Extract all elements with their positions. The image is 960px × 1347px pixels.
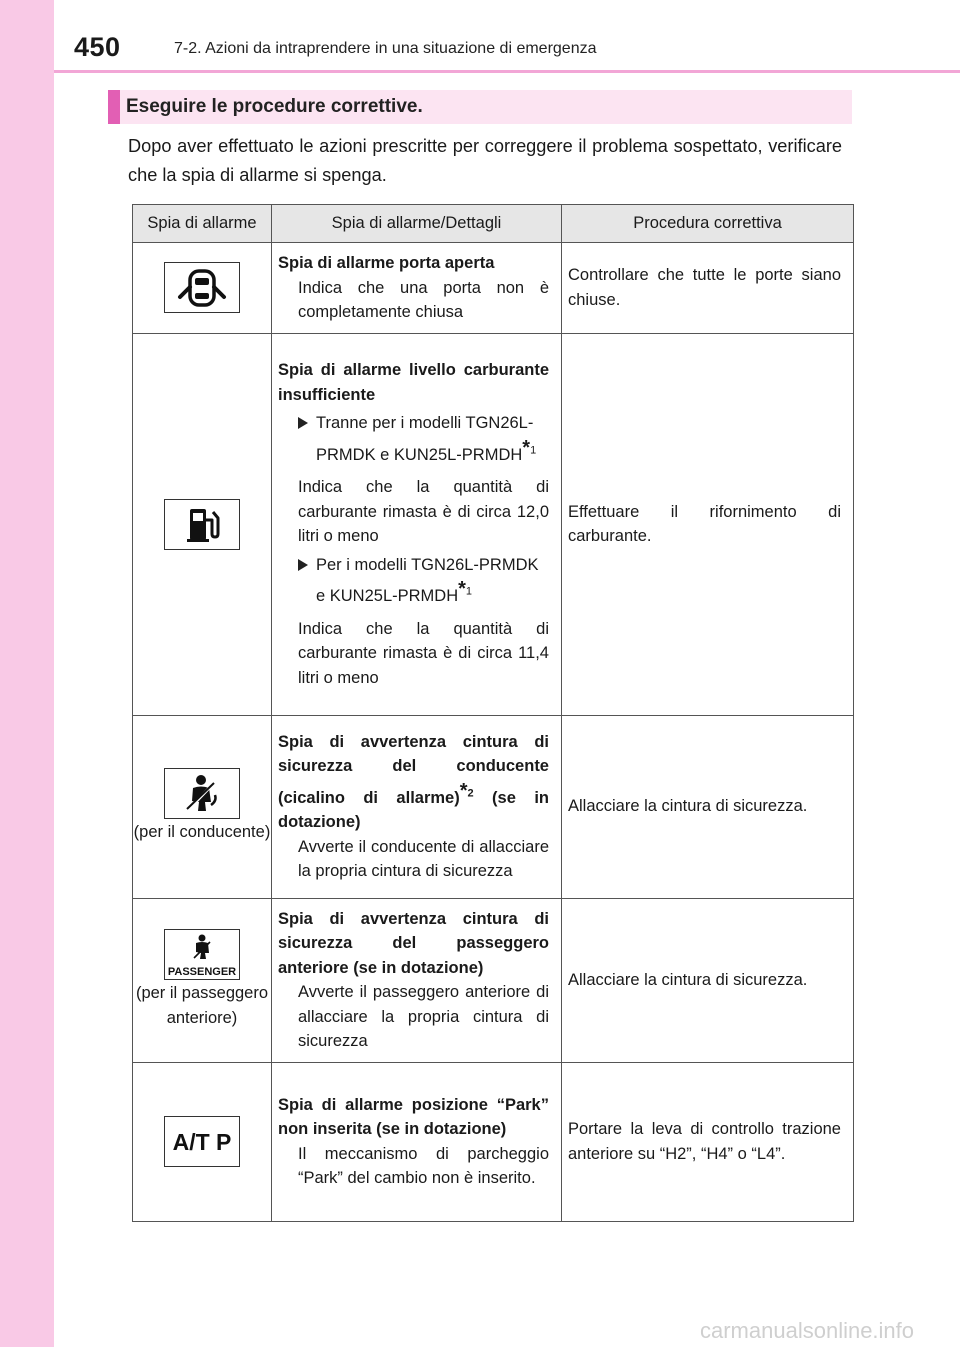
column-header: Procedura correttiva: [562, 205, 854, 243]
procedure-cell: Effettuare il rifornimento di carburante.: [562, 333, 854, 715]
warning-title: Spia di allarme livello carburante insufficiente: [278, 361, 549, 404]
door-open-icon: [164, 262, 240, 313]
footnote-ref: 2: [467, 787, 474, 799]
procedure-cell: Controllare che tutte le porte siano chiuse.: [562, 243, 854, 334]
warning-title: Spia di avvertenza cintura di sicurezza del passeggero anteriore (se in dotazione): [278, 909, 549, 977]
table-header-row: [133, 205, 854, 243]
warning-title: Spia di allarme posizione “Park” non inserita (se in dotazione): [278, 1095, 549, 1138]
detail-cell: [272, 898, 562, 1062]
procedure-cell: Portare la leva di controllo trazione anteriore su “H2”, “H4” o “L4”.: [562, 1062, 854, 1221]
icon-cell: [133, 1062, 272, 1221]
procedure-cell: Allacciare la cintura di sicurezza.: [562, 898, 854, 1062]
bullet-triangle-icon: [298, 417, 308, 429]
icon-cell: [133, 243, 272, 334]
warning-detail: Indica che una porta non è completamente chiusa: [298, 278, 549, 321]
table-row: [133, 333, 854, 715]
fuel-pump-icon: [164, 499, 240, 550]
seatbelt-icon: [164, 768, 240, 819]
table-row: [133, 715, 854, 898]
column-header: Spia di allarme/Dettagli: [272, 205, 562, 243]
footer-watermark: carmanualsonline.info: [700, 1318, 915, 1343]
table-row: [133, 898, 854, 1062]
footnote-star: *: [459, 779, 468, 802]
footnote-ref: 1: [465, 585, 473, 598]
detail-cell: [272, 715, 562, 898]
footnote-star: *: [458, 578, 466, 600]
model-condition: Per i modelli TGN26L-PRMDK e KUN25L-PRMDH*$^1$: [278, 553, 549, 609]
table-row: [133, 243, 854, 334]
footnote-ref: 1: [530, 444, 537, 456]
warning-detail: Il meccanismo di parcheggio “Park” del cambio non è inserito.: [298, 1144, 549, 1187]
at-p-label: A/T P: [172, 1129, 232, 1155]
section-accent: [108, 90, 120, 124]
icon-cell: [133, 333, 272, 715]
column-header: Spia di allarme: [133, 205, 272, 243]
warning-title: Spia di avvertenza cintura di sicurezza del conducente (cicalino di allarme)*$^2$ (se in dotazione): [278, 732, 549, 831]
header-divider: [54, 70, 960, 73]
passenger-seatbelt-icon: [164, 929, 240, 980]
icon-caption: (per il conducente): [133, 823, 271, 841]
chapter-title: 7-2. Azioni da intraprendere in una situazione di emergenza: [174, 40, 597, 57]
model-condition: Tranne per i modelli TGN26L-PRMDK e KUN25L-PRMDH*$^1$: [278, 411, 549, 467]
procedure-cell: Allacciare la cintura di sicurezza.: [562, 715, 854, 898]
intro-paragraph: Dopo aver effettuato le azioni prescritte per correggere il problema sospettato, verificare che la spia di allarme si spenga.: [128, 136, 842, 185]
warning-title: Spia di allarme porta aperta: [278, 254, 495, 272]
warning-detail: Avverte il passeggero anteriore di allacciare la propria cintura di sicurezza: [298, 983, 549, 1050]
table-row: [133, 1062, 854, 1221]
at-p-icon: [164, 1116, 240, 1167]
footnote-star: *: [522, 436, 531, 459]
warning-detail: Indica che la quantità di carburante rimasta è di circa 12,0 litri o meno: [298, 478, 549, 545]
warning-detail: Indica che la quantità di carburante rimasta è di circa 11,4 litri o meno: [298, 619, 549, 687]
detail-cell: [272, 1062, 562, 1221]
side-margin-band: [0, 0, 54, 1347]
detail-cell: [272, 333, 562, 715]
bullet-triangle-icon: [298, 559, 308, 571]
warning-detail: Avverte il conducente di allacciare la propria cintura di sicurezza: [298, 837, 549, 880]
passenger-label: PASSENGER: [167, 966, 237, 978]
icon-cell: [133, 898, 272, 1062]
warning-light-table: [132, 204, 854, 1222]
icon-caption: (per il passeggero anteriore): [135, 984, 269, 1027]
icon-cell: [133, 715, 272, 898]
page-number: 450: [74, 32, 121, 62]
detail-cell: [272, 243, 562, 334]
section-title: Eseguire le procedure correttive.: [126, 96, 423, 117]
